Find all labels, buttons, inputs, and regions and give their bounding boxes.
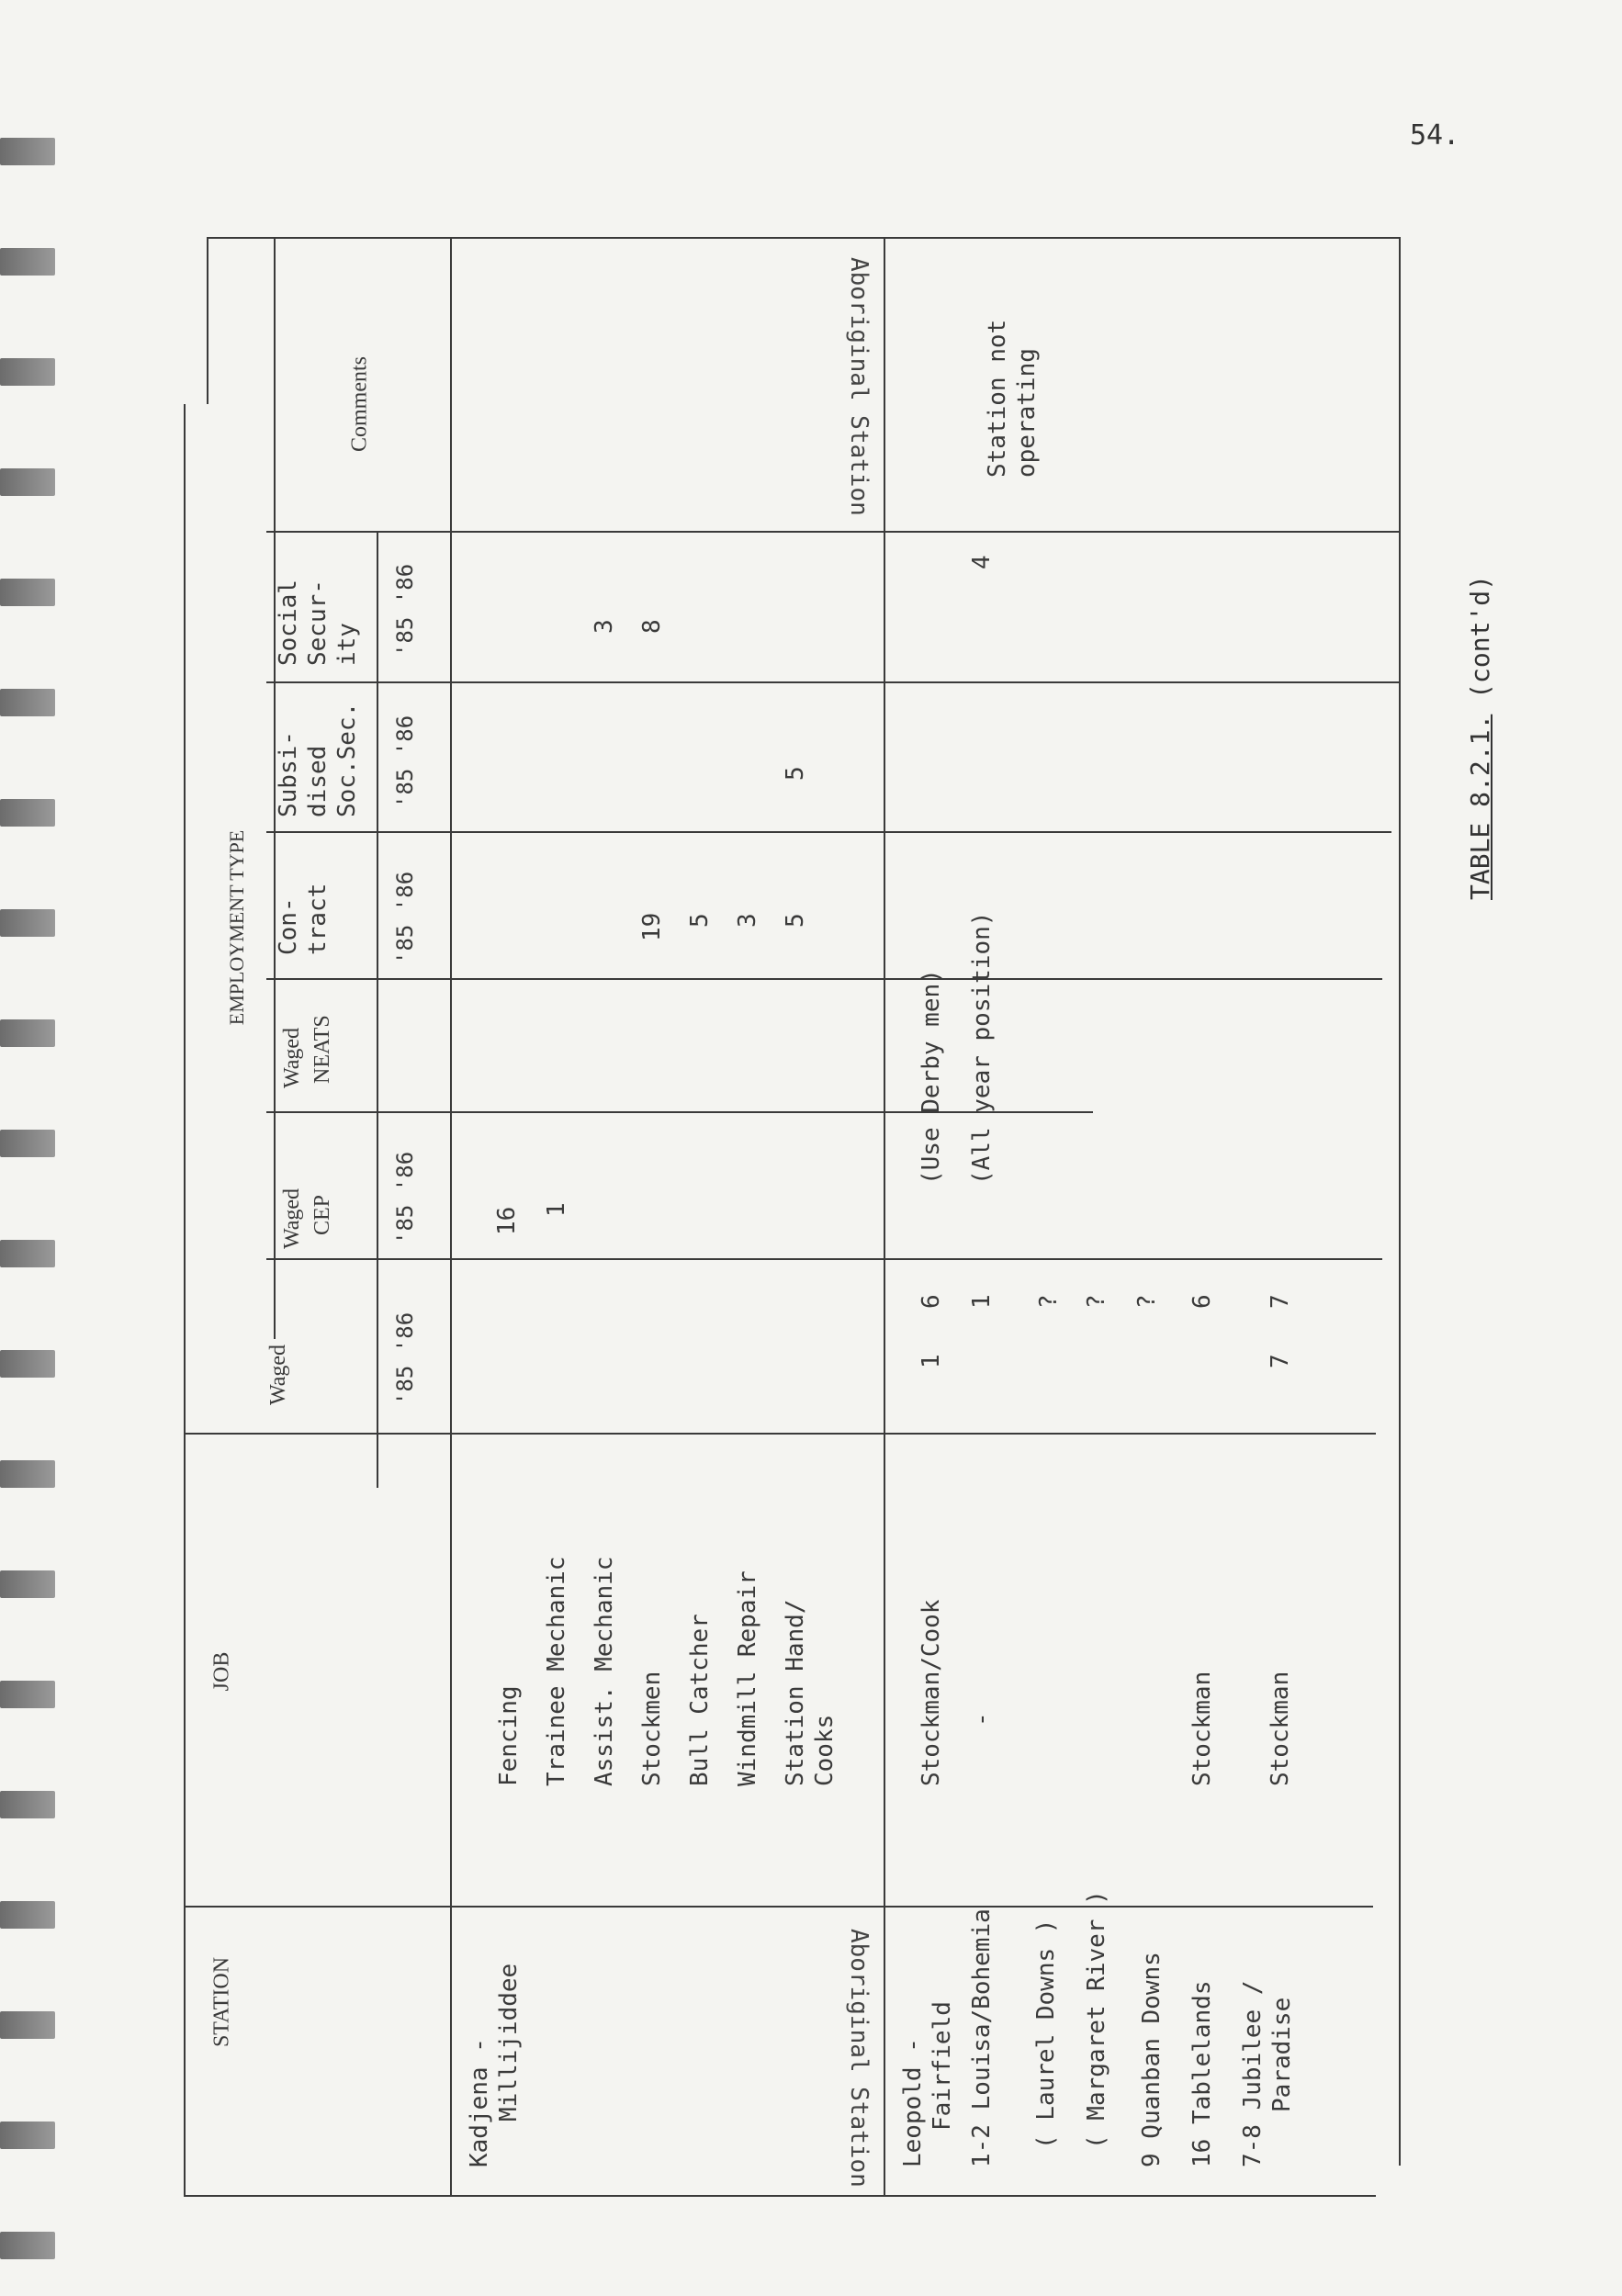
divider-subsidised-social [266,681,1401,683]
table-border-right [1399,237,1401,2166]
divider-waged-cep [266,1258,1382,1260]
binding-hole [0,689,55,716]
waged-86-leopold: 6 [918,1294,945,1309]
social-security-header-1: Social [275,580,302,666]
station-leopold-1: Leopold - [899,2038,927,2167]
table-border-left [184,404,186,2197]
job-dash: - [968,1712,996,1727]
social-security-4: 4 [968,555,996,569]
binding-hole [0,358,55,386]
waged-neats-header-2: NEATS [310,1015,334,1084]
job-assist-mechanic: Assist. Mechanic [591,1556,618,1786]
waged-86-louisa: 1 [968,1294,996,1309]
job-trainee-mechanic: Trainee Mechanic [543,1556,570,1786]
waged-cep-header-2: CEP [310,1194,334,1235]
social-security-years: '85 '86 [392,563,418,657]
subsidised-header-1: Subsi- [275,731,302,817]
contract-3: 3 [734,913,761,928]
binding-hole [0,579,55,606]
header-divider-years [377,533,378,1488]
binding-hole [0,1681,55,1708]
waged-86-quanban: ? [1133,1294,1161,1309]
waged-header: Waged [266,1344,290,1405]
employment-type-header: EMPLOYMENT TYPE [225,829,248,1026]
waged-85-leopold: 1 [918,1354,945,1368]
divider-job-waged [184,1433,1376,1435]
binding-hole [0,1791,55,1818]
table-caption-label: TABLE 8.2.1. [1465,714,1495,900]
table-caption [1465,575,1495,900]
subsidised-header-2: dised [304,745,332,817]
job-header: JOB [209,1651,234,1692]
page-number: 54. [1410,119,1460,152]
station-jubilee-2: Paradise [1268,1997,1296,2112]
waged-86-laurel: ? [1035,1294,1063,1309]
table-border-bottom [184,2195,1376,2197]
contract-19: 19 [638,912,666,941]
divider-contract-subsidised [266,831,1391,833]
binding-hole [0,1460,55,1488]
binding-hole [0,1901,55,1929]
station-kadjena-1: Kadjena - [466,2038,493,2167]
binding-hole [0,1570,55,1598]
divider-social-comments [266,531,1401,533]
contract-header-1: Con- [275,897,302,955]
binding-hole [0,1240,55,1267]
comments-header: Comments [347,355,372,453]
station-jubilee-1: 7-8 Jubilee / [1239,1980,1267,2167]
waged-neats-header-1: Waged [280,1027,304,1088]
subsidised-years: '85 '86 [392,715,418,808]
waged-years: '85 '86 [392,1311,418,1405]
binding-hole [0,2232,55,2259]
divider-aboriginal-group [884,237,885,2197]
binding-hole [0,248,55,276]
contract-5a: 5 [686,913,714,928]
waged-cep-years: '85 '86 [392,1151,418,1244]
subsidised-5: 5 [782,766,809,781]
station-header: STATION [209,1956,234,2048]
binding-hole [0,138,55,165]
waged-86-margaret: ? [1083,1294,1110,1309]
station-leopold-2: Fairfield [929,2001,956,2131]
subsidised-header-3: Soc.Sec. [333,702,361,817]
contract-5b: 5 [782,913,809,928]
binding-hole [0,1350,55,1378]
social-security-header-3: ity [333,623,361,666]
waged-86-jubilee: 7 [1267,1294,1294,1309]
waged-cep-header-1: Waged [280,1187,304,1249]
contract-header-2: tract [304,883,332,955]
waged-86-tablelands: 6 [1188,1294,1216,1309]
waged-85-jubilee: 7 [1267,1354,1294,1368]
table-border-top [207,237,1401,239]
waged-cep-16: 16 [493,1206,521,1235]
binding-hole [0,1130,55,1157]
note-use-derby-men: (Use Derby men) [918,969,945,1185]
station-louisa: 1-2 Louisa/Bohemia [968,1908,996,2167]
job-fencing: Fencing [495,1685,523,1786]
social-security-header-2: Secur- [304,580,332,666]
aboriginal-station-side-label-2: Aboriginal Station [845,1929,873,2188]
binding-hole [0,1019,55,1047]
station-tablelands: 16 Tablelands [1188,1980,1216,2167]
contract-years: '85 '86 [392,871,418,964]
binding-hole [0,799,55,827]
station-kadjena-2: Millijiddee [495,1963,523,2122]
table-caption-suffix: (cont'd) [1465,574,1495,715]
social-security-3: 3 [591,619,618,634]
station-quanban: 9 Quanban Downs [1138,1952,1166,2167]
station-margaret: ( Margaret River ) [1083,1890,1110,2149]
header-divider-employment [207,237,208,404]
binding-hole [0,2122,55,2149]
waged-cep-1: 1 [543,1202,570,1217]
job-station-hand: Station Hand/ [782,1599,809,1786]
job-cooks: Cooks [811,1714,839,1786]
job-stockman-tablelands: Stockman [1188,1671,1216,1786]
comment-operating: operating [1013,348,1041,478]
job-bull-catcher: Bull Catcher [686,1614,714,1786]
station-laurel: ( Laurel Downs ) [1032,1919,1060,2149]
divider-neats-contract [266,978,1382,980]
comment-station-not: Station not [984,319,1011,478]
aboriginal-station-side-label: Aboriginal Station [845,257,873,516]
binding-hole [0,909,55,937]
binding-hole [0,2011,55,2039]
job-stockman-cook: Stockman/Cook [918,1599,945,1786]
job-windmill-repair: Windmill Repair [734,1570,761,1786]
job-stockman-jubilee: Stockman [1267,1671,1294,1786]
binding-hole [0,468,55,496]
job-stockmen: Stockmen [638,1671,666,1786]
divider-station-job [184,1906,1373,1908]
note-all-year-position: (All year position) [968,911,996,1185]
social-security-8: 8 [638,619,666,634]
